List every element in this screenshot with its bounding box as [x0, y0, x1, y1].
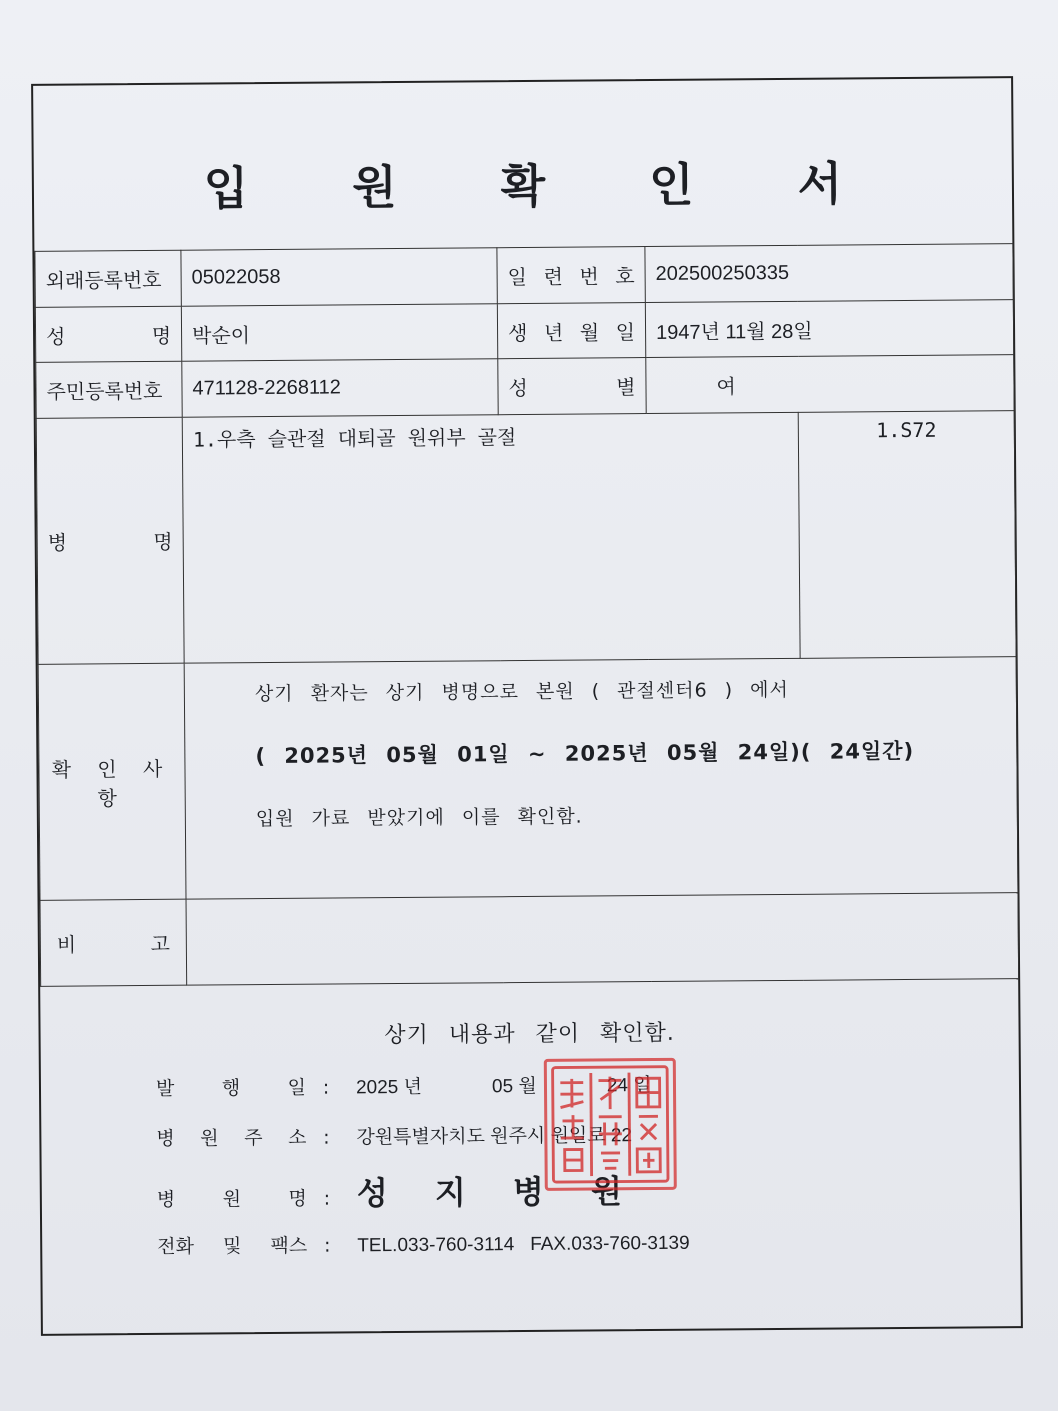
foreign-reg-label: 외래등록번호	[35, 250, 181, 307]
issue-year: 2025 년	[355, 1076, 423, 1099]
admission-period: ( 2025년 05월 01일 ~ 2025년 05월 24일)( 24일간)	[255, 738, 915, 769]
name-label: 성 명	[35, 306, 181, 362]
name-value: 박순이	[181, 304, 497, 361]
seal-icon	[547, 1061, 674, 1188]
resident-no-value: 471128-2268112	[182, 359, 498, 417]
hospital-name: 성 지 병 원	[356, 1172, 641, 1213]
sex-label: 성 별	[498, 358, 646, 415]
remarks-label: 비 고	[40, 899, 187, 986]
info-table	[34, 243, 1019, 987]
address-value: 강원특별자치도 원주시 원일로 22	[356, 1125, 633, 1149]
birth-date-label: 생 년 월 일	[497, 303, 645, 359]
serial-no-label: 일 련 번 호	[497, 247, 645, 304]
confirmation-statement: 상기 내용과 같이 확인함.	[384, 1020, 675, 1049]
hospital-label: 병 원 명	[156, 1187, 307, 1211]
diagnosis-code: 1.S72	[798, 411, 1016, 659]
issue-date-label: 발 행 일	[155, 1076, 307, 1100]
foreign-reg-value: 05022058	[181, 248, 497, 306]
confirmation-line1: 상기 환자는 상기 병명으로 본원 ( 관절센터6 ) 에서	[254, 678, 789, 706]
issue-month: 05 월	[491, 1075, 537, 1098]
contact-value: TEL.033-760-3114 FAX.033-760-3139	[357, 1232, 690, 1257]
hospital-seal-stamp	[544, 1058, 677, 1191]
contact-row: 전화 및 팩스 : TEL.033-760-3114 FAX.033-760-3139	[157, 1232, 690, 1258]
birth-date-value: 1947년 11월 28일	[645, 300, 1013, 358]
issue-day: 24 일	[606, 1075, 652, 1097]
footer-section	[40, 993, 1021, 1331]
diagnosis-text: 1.우측 슬관절 대퇴골 원위부 골절	[182, 412, 800, 663]
issue-date-row: 발 행 일 : 2025 년 05 월 24 일	[156, 1070, 652, 1101]
contact-label: 전화 및 팩스	[157, 1234, 308, 1258]
serial-no-value: 202500250335	[645, 244, 1013, 303]
address-row: 병 원 주 소 : 강원특별자치도 원주시 원일로 22	[156, 1120, 632, 1151]
hospital-row: 병 원 명 : 성 지 병 원	[157, 1166, 640, 1216]
diagnosis-label: 병 명	[36, 417, 184, 664]
confirmation-line3: 입원 가료 받았기에 이를 확인함.	[255, 805, 583, 831]
document-title: 입 원 확 인 서	[203, 156, 887, 216]
sex-value: 여	[646, 355, 1014, 414]
confirmation-label: 확 인 사 항	[38, 663, 186, 900]
document	[31, 76, 1023, 1336]
resident-no-label: 주민등록번호	[36, 361, 182, 418]
remarks-value	[186, 893, 1019, 986]
address-label: 병 원 주 소	[156, 1126, 307, 1150]
confirmation-body	[184, 657, 1018, 900]
